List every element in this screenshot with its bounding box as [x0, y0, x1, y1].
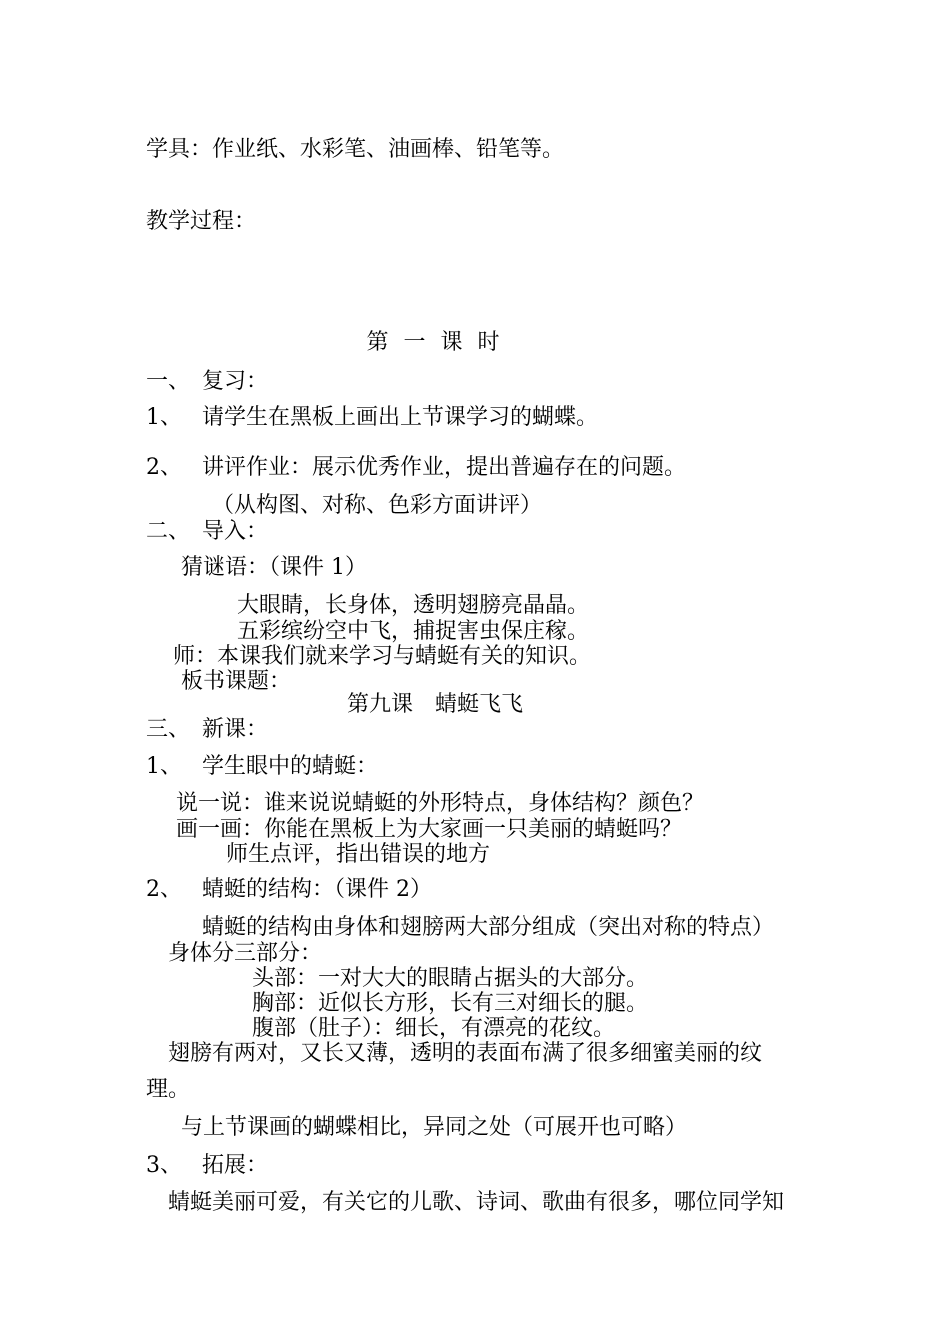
section1-item1-text: 请学生在黑板上画出上节课学习的蝴蝶。: [202, 405, 599, 430]
lesson-name: 第九课 蜻蜓飞飞: [347, 692, 524, 717]
section3-item3-text: 拓展：: [202, 1153, 269, 1178]
section3-item2-text: 蜻蜓的结构：（课件 2）: [202, 877, 432, 902]
wings-line-1: 翅膀有两对，又长又薄，透明的表面布满了很多细蜜美丽的纹: [168, 1041, 763, 1066]
structure-intro: 蜻蜓的结构由身体和翅膀两大部分组成（突出对称的特点）: [202, 915, 775, 940]
section2-title: 导入：: [202, 519, 269, 544]
section2-number: 二、: [146, 519, 191, 544]
section3-item3-number: 3、: [146, 1153, 182, 1178]
section3-item2-number: 2、: [146, 877, 182, 902]
process-heading: 教学过程：: [146, 209, 257, 234]
body-parts-label: 身体分三部分：: [168, 941, 323, 966]
section1-item2-note: （从构图、对称、色彩方面讲评）: [212, 493, 543, 518]
section3-number: 三、: [146, 717, 191, 742]
wings-line-2: 理。: [146, 1077, 191, 1102]
riddle-line-2: 五彩缤纷空中飞，捕捉害虫保庄稼。: [237, 619, 590, 644]
section1-number: 一、: [146, 369, 191, 394]
extend-line: 蜻蜓美丽可爱，有关它的儿歌、诗词、歌曲有很多，哪位同学知: [168, 1190, 785, 1215]
chest-line: 胸部：近似长方形，长有三对细长的腿。: [252, 991, 649, 1016]
materials-line: 学具：作业纸、水彩笔、油画棒、铅笔等。: [146, 137, 565, 162]
comment-line: 师生点评，指出错误的地方: [226, 842, 491, 867]
section1-title: 复习：: [202, 369, 269, 394]
draw-line: 画一画：你能在黑板上为大家画一只美丽的蜻蜓吗？: [176, 817, 683, 842]
section1-item1-number: 1、: [146, 405, 182, 430]
section3-item1-text: 学生眼中的蜻蜓：: [202, 754, 379, 779]
riddle-line-1: 大眼睛，长身体，透明翅膀亮晶晶。: [237, 593, 590, 618]
board-title-label: 板书课题：: [181, 669, 292, 694]
section1-item2-number: 2、: [146, 455, 182, 480]
section3-title: 新课：: [202, 717, 269, 742]
say-line: 说一说：谁来说说蜻蜓的外形特点，身体结构？颜色？: [176, 791, 705, 816]
head-line: 头部：一对大大的眼睛占据头的大部分。: [252, 966, 649, 991]
riddle-intro: 猜谜语：（课件 1）: [181, 555, 367, 580]
lesson-title: 第 一 课 时: [366, 330, 504, 355]
section3-item1-number: 1、: [146, 754, 182, 779]
compare-line: 与上节课画的蝴蝶相比，异同之处（可展开也可略）: [181, 1115, 688, 1140]
teacher-line: 师：本课我们就来学习与蜻蜓有关的知识。: [173, 644, 592, 669]
section1-item2-text: 讲评作业：展示优秀作业，提出普遍存在的问题。: [202, 455, 687, 480]
belly-line: 腹部（肚子）：细长，有漂亮的花纹。: [252, 1016, 616, 1041]
